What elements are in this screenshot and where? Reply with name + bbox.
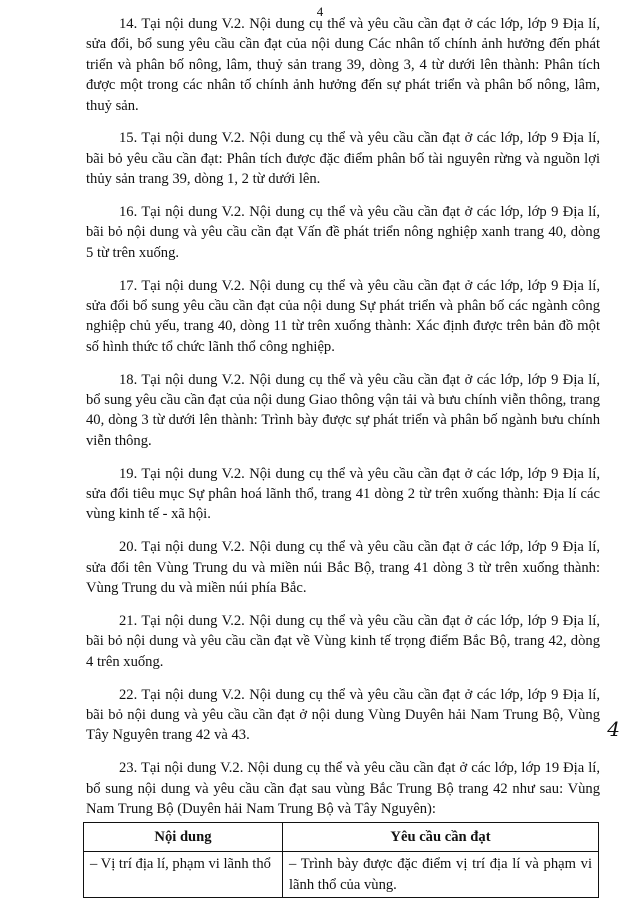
paragraph-20: 20. Tại nội dung V.2. Nội dung cụ thể và yêu cầu cần đạt ở các lớp, lớp 9 Địa lí, sửa đổi tên Vùng Trung du và miền núi Bắc Bộ, trang 41 dòng 3 từ trên xuống thành: Vùng Trung du và miền núi phía Bắc.: [86, 539, 600, 597]
table-row: [84, 852, 599, 898]
paragraph-17: 17. Tại nội dung V.2. Nội dung cụ thể và yêu cầu cần đạt ở các lớp, lớp 9 Địa lí, sửa đổi bổ sung yêu cầu cần đạt của nội dung Sự phát triển và phân bố các ngành công nghiệp chủ yếu, trang 40, dòng 11 từ trên xuống thành: Xác định được trên bản đồ một số hình thức tổ chức lãnh thổ công nghiệp.: [86, 277, 600, 355]
page-number: 4: [316, 4, 324, 19]
header-content: Nội dung: [84, 822, 283, 851]
requirements-table: [83, 822, 599, 898]
paragraph-21: 21. Tại nội dung V.2. Nội dung cụ thể và yêu cầu cần đạt ở các lớp, lớp 9 Địa lí, bãi bỏ nội dung và yêu cầu cần đạt về Vùng kinh tế trọng điểm Bắc Bộ, trang 42, dòng 4 trên xuống.: [86, 612, 600, 670]
handwritten-page-mark: 4: [607, 717, 620, 741]
paragraph-19: 19. Tại nội dung V.2. Nội dung cụ thể và yêu cầu cần đạt ở các lớp, lớp 9 Địa lí, sửa đổi tiêu mục Sự phân hoá lãnh thổ, trang 41 dòng 2 từ trên xuống thành: Địa lí các vùng kinh tế - xã hội.: [86, 465, 600, 523]
document-body: [86, 14, 600, 898]
paragraph-23: 23. Tại nội dung V.2. Nội dung cụ thể và yêu cầu cần đạt ở các lớp, lớp 19 Địa lí, bổ sung nội dung và yêu cầu cần đạt sau vùng Bắc Trung Bộ trang 42 như sau: Vùng Nam Trung Bộ (Duyên hải Nam Trung Bộ và Tây Nguyên):: [86, 760, 600, 817]
paragraph-15: 15. Tại nội dung V.2. Nội dung cụ thể và yêu cầu cần đạt ở các lớp, lớp 9 Địa lí, bãi bỏ yêu cầu cần đạt: Phân tích được đặc điểm phân bố tài nguyên rừng và nguồn lợi thủy sản trang 39, dòng 1, 2 từ dưới lên.: [86, 130, 600, 188]
header-requirement: Yêu cầu cần đạt: [283, 822, 599, 851]
paragraph-22: 22. Tại nội dung V.2. Nội dung cụ thể và yêu cầu cần đạt ở các lớp, lớp 9 Địa lí, bãi bỏ nội dung và yêu cầu cần đạt ở nội dung Vùng Duyên hải Nam Trung Bộ, Vùng Tây Nguyên trang 42 và 43.: [86, 686, 600, 744]
paragraph-16: 16. Tại nội dung V.2. Nội dung cụ thể và yêu cầu cần đạt ở các lớp, lớp 9 Địa lí, bãi bỏ nội dung và yêu cầu cần đạt Vấn đề phát triển nông nghiệp xanh trang 40, dòng 5 từ trên xuống.: [86, 204, 600, 261]
paragraph-18: 18. Tại nội dung V.2. Nội dung cụ thể và yêu cầu cần đạt ở các lớp, lớp 9 Địa lí, bổ sung yêu cầu cần đạt của nội dung Giao thông vận tải và bưu chính viễn thông, trang 40, dòng 3 từ dưới lên thành: Trình bày được sự phát triển và phân bố ngành bưu chính viễn thông.: [86, 371, 600, 449]
table-header-row: [84, 822, 599, 851]
table-cell-content: – Vị trí địa lí, phạm vi lãnh thổ: [84, 852, 283, 898]
table-cell-requirement: – Trình bày được đặc điểm vị trí địa lí và phạm vi lãnh thổ của vùng.: [283, 852, 599, 898]
paragraph-14: 14. Tại nội dung V.2. Nội dung cụ thể và yêu cầu cần đạt ở các lớp, lớp 9 Địa lí, sửa đổi, bổ sung yêu cầu cần đạt của nội dung Các nhân tố chính ảnh hưởng đến phát triển và phân bố nông, lâm, thuỷ sản trang 39, dòng 3, 4 từ dưới lên thành: Phân tích được một trong các nhân tố chính ảnh hưởng đến sự phát triển và phân bố nông, lâm, thuỷ sản.: [86, 16, 600, 114]
